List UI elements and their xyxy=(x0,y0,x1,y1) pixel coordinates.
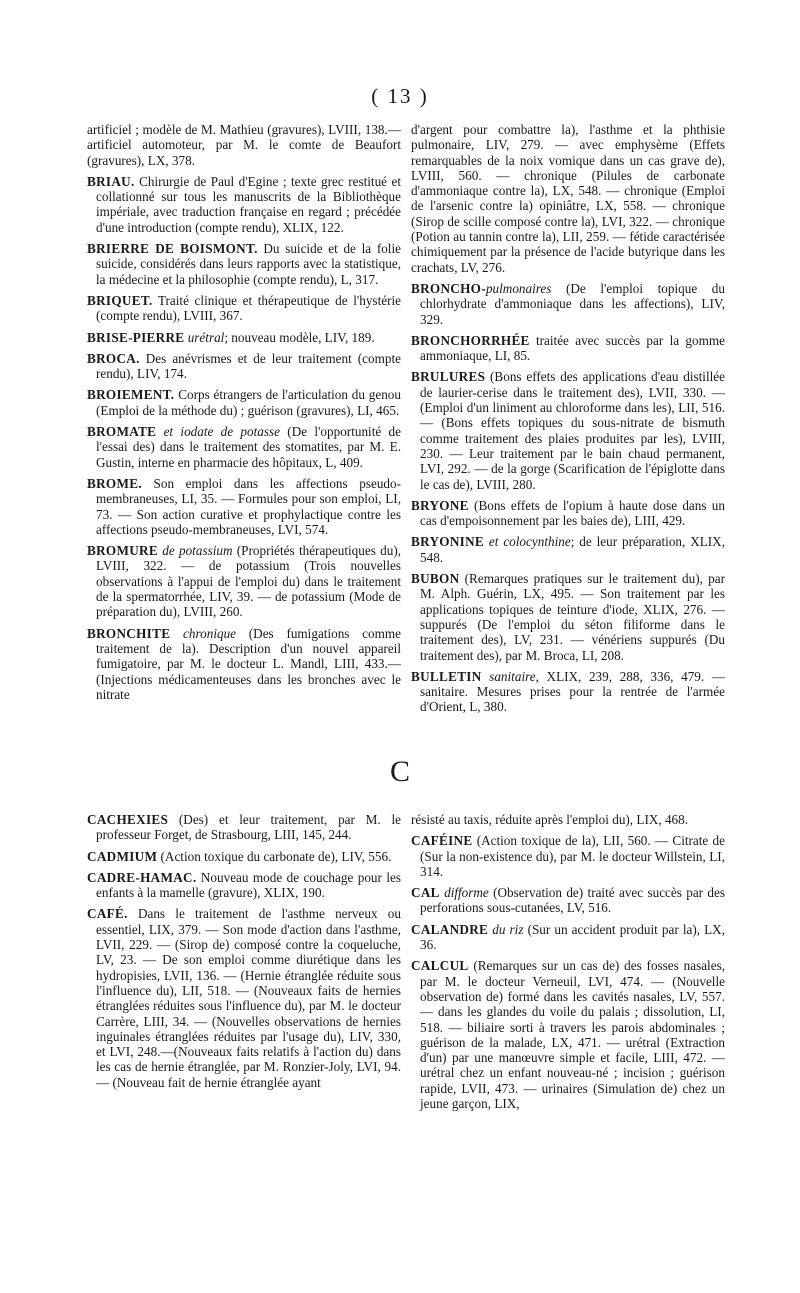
entry-text: (Des) et leur traitement, par M. le professeur Forget, de Strasbourg, LIII, 145, 244. xyxy=(96,812,401,843)
index-entry xyxy=(87,424,401,470)
entry-headword: BRYONINE xyxy=(411,534,485,550)
index-entry xyxy=(87,543,401,619)
entry-text: artificiel ; modèle de M. Mathieu (gravures), LVIII, 138.— artificiel automoteur, par M. le comte de Beaufort (gravures), LX, 378. xyxy=(87,122,401,168)
entry-text: , XLIX, 239, 288, 336, 479. — sanitaire. Mesures prises pour la rentrée de l'armée d'Orient, L, 380. xyxy=(420,668,726,715)
index-entry xyxy=(87,906,401,1090)
entry-text: (Remarques pratiques sur le traitement du), par M. Alph. Guérin, LX, 495. — Son traitement par les applications topiques de teinture d'iode, XLIX, 276. — suppurés (De l'emploi du séton filiforme dans le traitement des), LV, 231. — vénériens suppurés (Du traitement des), par M. Broca, LI, 208. xyxy=(420,571,725,663)
entry-headword: BRULURES xyxy=(411,369,486,385)
entry-text: (Sur un accident produit par la), LX, 36. xyxy=(420,921,726,953)
index-entry xyxy=(411,333,725,364)
entry-text: (Remarques sur un cas de) des fosses nasales, par M. le docteur Verneuil, LVI, 474. — (Nouvelle observation de) formé dans les cavités nasales, LV, 557. — dans les glandes du voile du palais ; dissolution, LI, 518. — biliaire sorti à travers les parois abdominales ; guérison de la malade, LX, 471. — urétral (Extraction d'un) par une manœuvre simple et facile, LIII, 472. — urétral chez un enfant nouveau-né ; incision ; guérison rapide, LVII, 473. — urinaires (Simulation de) chez un jeune garçon, LIX, xyxy=(420,958,725,1112)
index-entry xyxy=(87,351,401,382)
index-entry xyxy=(87,626,401,702)
index-entry xyxy=(411,281,725,327)
entry-text: ; de leur préparation, XLIX, 548. xyxy=(420,534,725,565)
entry-text: traitée avec succès par la gomme ammoniaque, LI, 85. xyxy=(420,332,725,364)
index-entry xyxy=(411,498,725,529)
index-entry xyxy=(87,174,401,235)
entry-text: Traité clinique et thérapeutique de l'hystérie (compte rendu), LVIII, 367. xyxy=(96,292,401,324)
index-entry xyxy=(87,241,401,287)
entry-headword: CADMIUM xyxy=(87,848,158,864)
entry-continuation xyxy=(87,122,401,168)
entry-headword: BULLETIN xyxy=(411,668,482,684)
entry-headword: BRONCHO- xyxy=(411,280,486,296)
entry-text: Nouveau mode de couchage pour les enfants à la mamelle (gravure), XLIX, 190. xyxy=(96,869,401,901)
entry-qualifier: du riz xyxy=(488,921,524,937)
index-entry xyxy=(87,870,401,901)
entry-text: d'argent pour combattre la), l'asthme et la phthisie pulmonaire, LIV, 279. — avec emphysème (Effets remarquables de la noix vomique dans un cas grave de), LVIII, 560. — chronique (Pilules de carbonate d'ammoniaque contre la), LX, 548. — chronique (Emploi de l'arsenic contre la) opiniâtre, LX, 558. — chronique (Sirop de scille composé contre la), LVI, 322. — chronique (Potion au tannin contre la), LII, 259. — fétide caractérisée chimiquement par la présence de l'acide butyrique dans les crachats, LV, 276. xyxy=(411,122,725,275)
index-entry xyxy=(87,293,401,324)
entry-headword: CALCUL xyxy=(411,958,469,974)
entry-qualifier: difforme xyxy=(439,885,489,901)
index-entry xyxy=(411,669,725,715)
entry-continuation xyxy=(411,122,725,275)
right-column-bottom xyxy=(411,812,725,1117)
entry-qualifier: pulmonaires xyxy=(485,280,552,296)
entry-text: (De l'opportunité de l'essai des) dans le traitement des stomatites, par M. E. Gustin, interne en pharmacie des hôpitaux, L, 409. xyxy=(96,424,401,470)
index-entry xyxy=(87,476,401,537)
entry-headword: BROMATE xyxy=(87,424,157,440)
entry-text: Son emploi dans les affections pseudo-membraneuses, LI, 35. — Formules pour son emploi, LI, 73. — Son action curative et prophylactique contre les affections pseudo-membraneuses, LVI, 574. xyxy=(96,475,401,537)
entry-headword: CAFÉ. xyxy=(87,906,128,922)
entry-headword: CALANDRE xyxy=(411,921,489,937)
entry-headword: BRONCHORRHÉE xyxy=(411,332,530,348)
entry-text: (Bons effets de l'opium à haute dose dans un cas d'empoisonnement par les baies de), LIII, 429. xyxy=(420,497,725,529)
entry-headword: BRIERRE DE BOISMONT. xyxy=(87,241,258,257)
entry-text: (De l'emploi topique du chlorhydrate d'ammoniaque dans les affections), LIV, 329. xyxy=(420,280,725,327)
entry-headword: BRISE-PIERRE xyxy=(87,329,185,345)
index-entry xyxy=(411,534,725,565)
entry-headword: CAFÉINE xyxy=(411,833,473,849)
index-entry xyxy=(411,958,725,1111)
entry-qualifier: sanitaire xyxy=(481,668,536,684)
entry-headword: BRONCHITE xyxy=(87,625,171,641)
entry-headword: BROMURE xyxy=(87,543,158,559)
left-column-bottom xyxy=(87,812,401,1096)
entry-text: (Propriétés thérapeutiques du), LVIII, 322. — de potassium (Trois nouvelles observations à l'appui de l'emploi du) dans le traitement de la spermatorrhée, LIV, 39. — de potassium (Mode de préparation du), LVIII, 260. xyxy=(96,543,402,620)
index-entry xyxy=(411,885,725,916)
entry-headword: BRIAU. xyxy=(87,173,135,189)
entry-text: (Observation de) traité avec succès par des perforations sous-cutanées, LV, 516. xyxy=(420,885,725,916)
entry-headword: BROME. xyxy=(87,475,142,491)
entry-qualifier: de potassium xyxy=(157,543,233,559)
index-entry xyxy=(411,833,725,879)
entry-text: Du suicide et de la folie suicide, considérés dans leurs rapports avec la statistique, la médecine et la philosophie (compte rendu), L, 317. xyxy=(96,241,401,287)
index-entry xyxy=(411,571,725,663)
entry-headword: BUBON xyxy=(411,571,460,587)
entry-headword: BROCA. xyxy=(87,350,140,366)
entry-text: ; nouveau modèle, LIV, 189. xyxy=(224,329,375,345)
entry-headword: BRIQUET. xyxy=(87,292,153,308)
entry-text: résisté au taxis, réduite après l'emploi du), LIX, 468. xyxy=(411,812,689,827)
section-letter: C xyxy=(389,755,410,788)
index-entry xyxy=(411,922,725,953)
entry-text: Dans le traitement de l'asthme nerveux ou essentiel, LIX, 379. — Son mode d'action dans l'asthme, LVII, 229. — (Sirop de) composé contre la coqueluche, LV, 23. — De son emploi comme diurétique dans les hydropisies, LVII, 136. — (Hernie étranglée réduite sous l'influence du), LII, 518. — (Nouveaux faits de hernies étranglées réduites sous l'influence du), par M. le docteur Carrère, LIII, 34. — (Nouvelles observations de hernies inguinales étranglées réduites par l'usage du), LIV, 330, et LVI, 248.—(Nouveaux faits relatifs à l'action du) dans les cas de hernie étranglée, par M. Ronzier-Joly, LVI, 94. — (Nouveau fait de hernie étranglée ayant xyxy=(96,906,401,1090)
entry-qualifier: urétral xyxy=(184,329,225,345)
entry-headword: BRYONE xyxy=(411,497,469,513)
left-column-top xyxy=(87,122,401,708)
index-entry xyxy=(87,849,401,864)
entry-text: (Action toxique du carbonate de), LIV, 556. xyxy=(157,848,392,864)
right-column-top xyxy=(411,122,725,721)
entry-text: (Bons effets des applications d'eau distillée de laurier-cerise dans le traitement des), LVII, 330. — (Emploi d'un liniment au chloroforme dans les), LII, 516. — (Bons effets topiques du sous-nitrate de bismuth comme traitement des plaies produites par les), LVIII, 230. — Leur traitement par le bain chaud permanent, LVI, 292. — de la gorge (Scarification de l'épiglotte dans le cas de), LVIII, 280. xyxy=(420,369,725,492)
entry-text: Des anévrismes et de leur traitement (compte rendu), LIV, 174. xyxy=(96,350,401,382)
entry-qualifier: et iodate de potasse xyxy=(156,424,280,440)
entry-text: Chirurgie de Paul d'Egine ; texte grec restitué et collationné sur tous les manuscrits de la Bibliothèque impériale, avec traduction française en regard ; précédée d'une introduction (compte rendu), XLIX, 122. xyxy=(96,173,401,235)
entry-headword: CADRE-HAMAC. xyxy=(87,869,197,885)
index-entry xyxy=(87,812,401,843)
entry-qualifier: chronique xyxy=(170,625,237,641)
entry-headword: CACHEXIES xyxy=(87,812,169,827)
entry-text: (Des fumigations comme traitement de la). Description d'un nouvel appareil fumigatoire, par M. le docteur L. Mandl, LIII, 433.— (Injections médicamenteuses dans les bronches avec le nitrate xyxy=(96,625,402,702)
index-entry xyxy=(411,369,725,491)
page-number: ( 13 ) xyxy=(371,84,429,108)
entry-text: Corps étrangers de l'articulation du genou (Emploi de la méthode du) ; guérison (gravures), LI, 465. xyxy=(96,387,401,418)
entry-text: (Action toxique de la), LII, 560. — Citrate de (Sur la non-existence du), par M. le docteur Willstein, LI, 314. xyxy=(420,833,725,879)
index-entry xyxy=(87,387,401,418)
entry-continuation xyxy=(411,812,725,827)
index-entry xyxy=(87,330,401,345)
entry-headword: BROIEMENT. xyxy=(87,387,175,403)
entry-headword: CAL xyxy=(411,885,440,901)
entry-qualifier: et colocynthine xyxy=(484,534,571,550)
